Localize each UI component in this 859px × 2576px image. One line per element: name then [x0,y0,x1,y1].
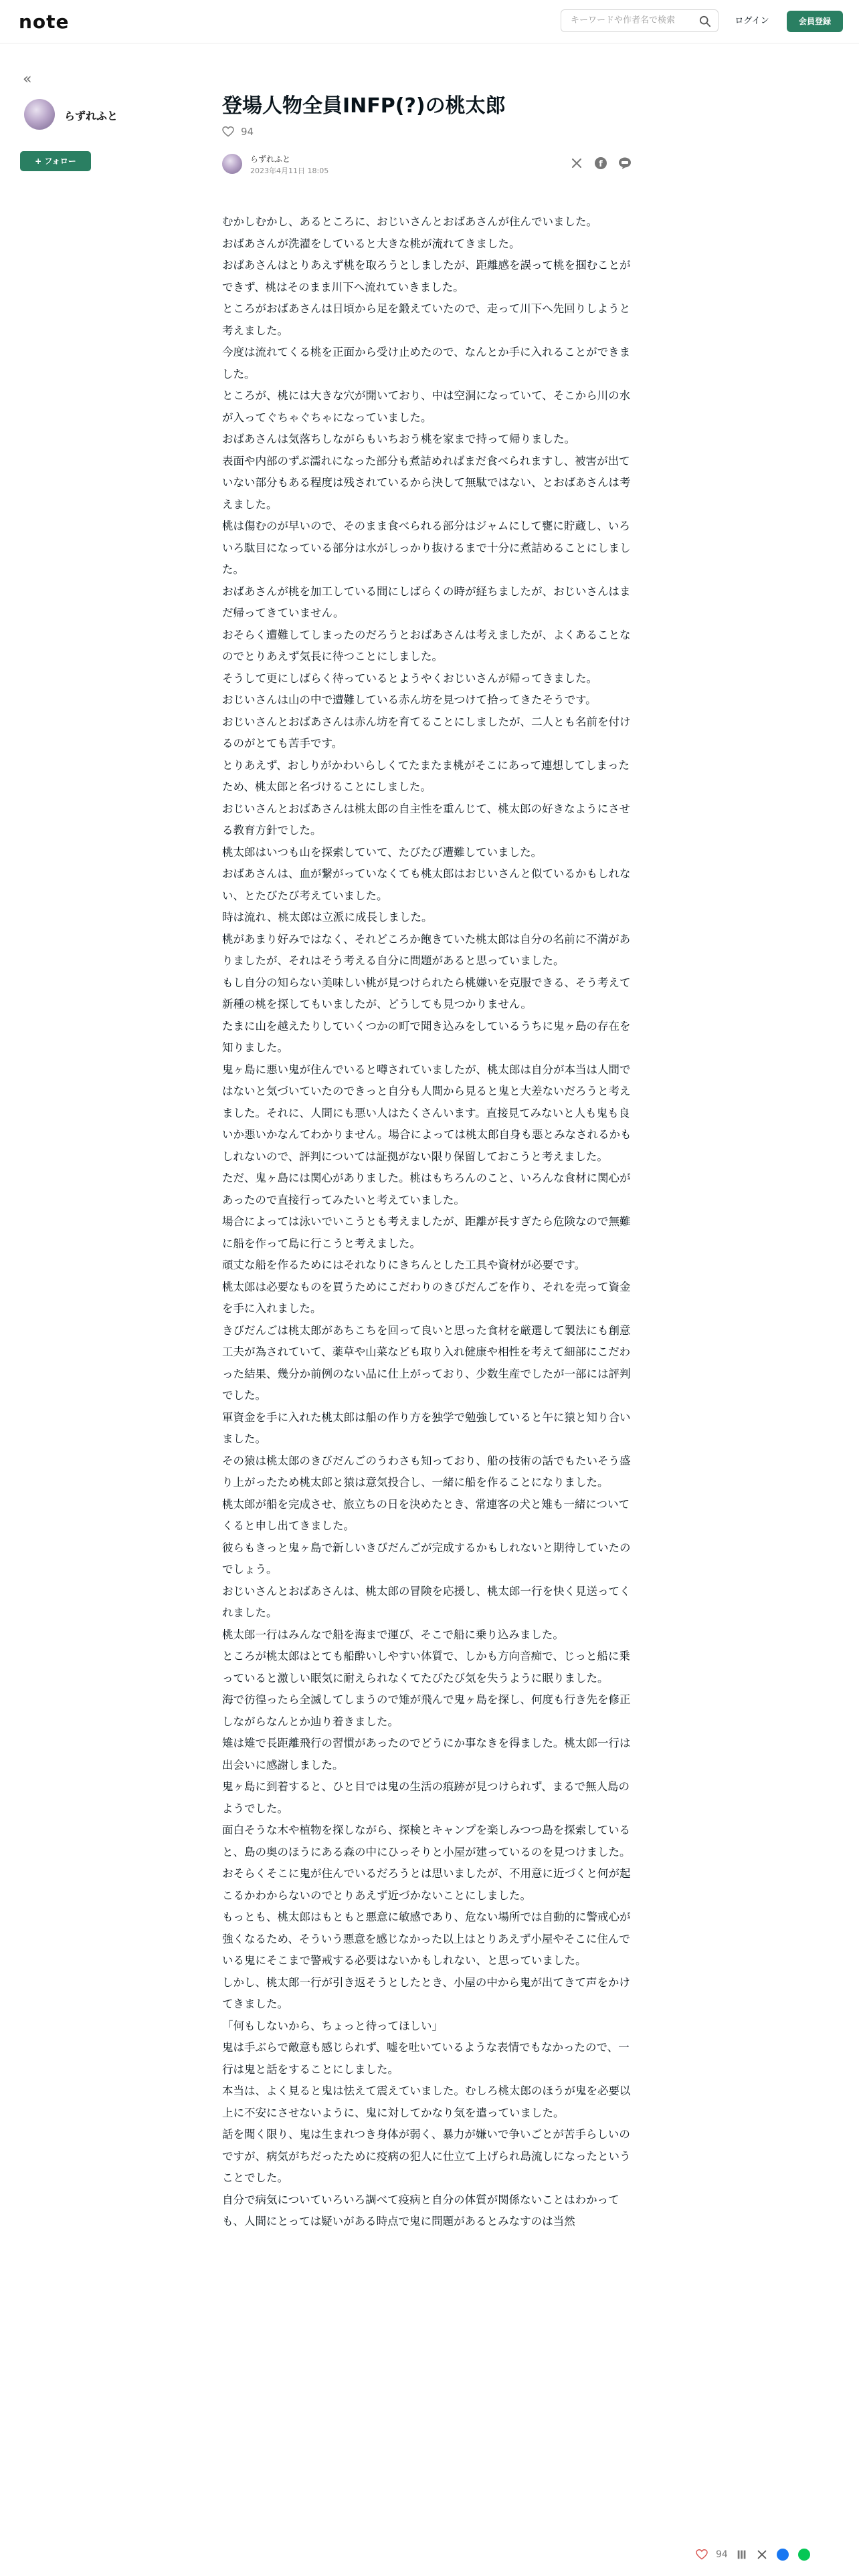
article-paragraph: 軍資金を手に入れた桃太郎は船の作り方を独学で勉強していると午に猿と知り合いました。 [222,1410,631,1445]
article-paragraph: 桃太郎が船を完成させ、旅立ちの日を決めたとき、常連客の犬と雉も一緒についてくると申し出てきました。 [222,1497,630,1532]
heart-icon[interactable] [696,2549,708,2560]
article-paragraph: 今度は流れてくる桃を正面から受け止めたので、なんとか手に入れることができました。 [222,346,631,381]
facebook-glyph: f [599,159,603,169]
collapse-sidebar-icon[interactable]: « [23,71,32,88]
search-icon[interactable] [699,15,711,27]
article-paragraph: おじいさんとおばあさんは桃太郎の自主性を重んじて、桃太郎の好きなようにさせる教育方針でした。 [222,802,631,837]
article-paragraph: 桃太郎一行はみんなで船を海まで運び、そこで船に乗り込みました。 [222,1628,564,1641]
x-share-icon[interactable] [756,2549,768,2561]
article-paragraph: おそらく遭難してしまったのだろうとおばあさんは考えましたが、よくあることなのでとりあえず気長に待つことにしました。 [222,628,631,663]
article-paragraph: ところがおばあさんは日頃から足を鍛えていたので、走って川下へ先回りしようと考えました。 [222,302,631,337]
article-paragraph: 桃太郎はいつも山を探索していて、たびたび遭難していました。 [222,845,543,859]
article-paragraph: ただ、鬼ヶ島には関心がありました。桃はもちろんのこと、いろんな食材に関心があったので直接行ってみたいと考えていました。 [222,1172,631,1206]
search-input[interactable] [569,15,699,26]
article-paragraph: 場合によっては泳いでいこうとも考えましたが、距離が長すぎたら危険なので無難に船を作って島に行こうと考えました。 [222,1215,631,1250]
follow-button[interactable]: + フォロー [20,151,91,171]
article-paragraph: 雉は雉で長距離飛行の習慣があったのでどうにか事なきを得ました。桃太郎一行は出会いに感謝しました。 [222,1737,631,1772]
article-paragraph: ところが桃太郎はとても船酔いしやすい体質で、しかも方向音痴で、じっと船に乗っていると激しい眠気に耐えられなくてたびたび気を失うように眠りました。 [222,1650,630,1685]
note-logo[interactable]: note [19,11,70,33]
article-paragraph: 桃太郎は必要なものを買うためにこだわりのきびだんごを作り、それを売って資金を手に入れました。 [222,1280,631,1315]
creator-name[interactable]: らずれふと [64,110,118,122]
article-paragraph: おばあさんが洗濯をしていると大きな桃が流れてきました。 [222,237,520,250]
article-paragraph: 「何もしないから、ちょっと待ってほしい」 [222,2019,443,2032]
article-paragraph: むかしむかし、あるところに、おじいさんとおばあさんが住んでいました。 [222,215,597,228]
facebook-share-icon[interactable] [776,2548,789,2561]
magazine-add-icon[interactable] [736,2549,748,2561]
heart-icon[interactable] [222,126,234,137]
article-paragraph: おじいさんは山の中で遭難している赤ん坊を見つけて拾ってきたそうです。 [222,693,597,706]
x-share-icon[interactable] [570,156,583,170]
article-paragraph: とりあえず、おしりがかわいらしくてたまたま桃がそこにあって連想してしまったため、桃太郎と名づけることにしました。 [222,758,630,793]
author-name[interactable]: らずれふと [250,154,291,164]
search-box[interactable] [561,9,719,32]
like-area [222,126,254,138]
article-paragraph: その猿は桃太郎のきびだんごのうわさも知っており、船の技術の話でもたいそう盛り上がったため桃太郎と猿は意気投合し、一緒に船を作ることになりました。 [222,1454,631,1489]
article-paragraph: 彼らもきっと鬼ヶ島で新しいきびだんごが完成するかもしれないと期待していたのでしょう。 [222,1541,631,1576]
article-paragraph: もっとも、桃太郎はもともと悪意に敏感であり、危ない場所では自動的に警戒心が強くなるため、そういう悪意を感じなかった以上はとりあえず小屋やそこに住んでいる鬼にそこまで警戒する必要はないかもしれない、と思っていました。 [222,1911,631,1967]
article-paragraph: 桃があまり好みではなく、それどころか飽きていた桃太郎は自分の名前に不満がありましたが、それはそう考える自分に問題があると思っていました。 [222,932,631,967]
creator-avatar[interactable] [24,99,55,130]
article-paragraph: 頑丈な船を作るためにはそれなりにきちんとした工具や資材が必要です。 [222,1259,586,1271]
article-paragraph: たまに山を越えたりしていくつかの町で聞き込みをしているうちに鬼ヶ島の存在を知りました。 [222,1019,631,1054]
facebook-share-icon[interactable] [594,156,607,170]
article-paragraph: おばあさんが桃を加工している間にしばらくの時が経ちましたが、おじいさんはまだ帰ってきていません。 [222,584,631,619]
author-row [222,151,632,181]
like-count: 94 [241,126,254,138]
article-paragraph: 海で彷徨ったら全滅してしまうので雉が飛んで鬼ヶ島を探し、何度も行き先を修正しながらなんとか辿り着きました。 [222,1693,631,1728]
line-share-icon[interactable] [797,2548,811,2561]
article-paragraph: 鬼ヶ島に到着すると、ひと目では鬼の生活の痕跡が見つけられず、まるで無人島のようでした。 [222,1780,630,1815]
article-paragraph: おじいさんとおばあさんは赤ん坊を育てることにしましたが、二人とも名前を付けるのがとても苦手です。 [222,715,631,750]
article-paragraph: 表面や内部のずぶ濡れになった部分も煮詰めればまだ食べられますし、被害が出ていない部分もある程度は残されているから決して無駄ではない、とおばあさんは考えました。 [222,454,631,511]
article-paragraph: 鬼ヶ島に悪い鬼が住んでいると噂されていましたが、桃太郎は自分が本当は人間ではないと気づいていたのできっと自分も人間から見ると鬼と大差ないだろうと考えました。それに、人間にも悪い人はたくさんいます。直接見てみないと人も鬼も良いか悪いかなんてわかりません。場合によっては桃太郎自身も悪とみなされるかもしれないので、評判については証拠がない限り保留しておこうと考えました。 [222,1063,632,1163]
article-paragraph: おばあさんは気落ちしながらもいちおう桃を家まで持って帰りました。 [222,433,575,445]
bottom-like-count: 94 [716,2549,728,2560]
login-button[interactable]: ログイン [735,16,769,26]
article-paragraph: おじいさんとおばあさんは、桃太郎の冒険を応援し、桃太郎一行を快く見送ってくれました。 [222,1584,631,1619]
signup-button[interactable]: 会員登録 [787,11,843,32]
bottom-action-bar [696,2543,859,2567]
article-title: 登場人物全員INFP(?)の桃太郎 [222,94,506,118]
share-buttons [570,156,632,170]
article-paragraph: おそらくそこに鬼が住んでいるだろうとは思いましたが、不用意に近づくと何が起こるかわからないのでとりあえず近づかないことにしました。 [222,1867,631,1902]
article-paragraph: 鬼は手ぶらで敵意も感じられず、嘘を吐いているような表情でもなかったので、一行は鬼と話をすることにしました。 [222,2041,630,2076]
article-paragraph: 話を聞く限り、鬼は生まれつき身体が弱く、暴力が嫌いで争いごとが苦手らしいのですが、病気がちだったために疫病の犯人に仕立て上げられ島流しになったということでした。 [222,2128,631,2184]
article-body [222,211,632,2233]
article-paragraph: きびだんごは桃太郎があちこちを回って良いと思った食材を厳選して製法にも創意工夫が為されていて、薬草や山菜なども取り入れ健康や相性を考えて細部にこだわった結果、幾分か前例のない品に仕上がっており、少数生産でしたが一部には評判でした。 [222,1323,631,1402]
article-paragraph: 面白そうな木や植物を探しながら、探検とキャンプを楽しみつつ島を探索していると、島の奥のほうにある森の中にひっそりと小屋が建っているのを見つけました。 [222,1824,631,1858]
author-avatar[interactable] [222,154,242,174]
article-paragraph: しかし、桃太郎一行が引き返そうとしたとき、小屋の中から鬼が出てきて声をかけてきました。 [222,1975,630,2010]
article-paragraph: 自分で病気についていろいろ調べて疫病と自分の体質が関係ないことはわかっても、人間にとっては疑いがある時点で鬼に問題があるとみなすのは当然 [222,2193,619,2228]
publish-date: 2023年4月11日 18:05 [250,167,329,175]
article-paragraph: 時は流れ、桃太郎は立派に成長しました。 [222,911,433,924]
article-paragraph: ところが、桃には大きな穴が開いており、中は空洞になっていて、そこから川の水が入ってぐちゃぐちゃになっていました。 [222,389,631,424]
article-paragraph: おばあさんは、血が繋がっていなくても桃太郎はおじいさんと似ているかもしれない、とたびたび考えていました。 [222,867,631,902]
article-paragraph: おばあさんはとりあえず桃を取ろうとしましたが、距離感を誤って桃を掴むことができず、桃はそのまま川下へ流れていきました。 [222,259,631,294]
article-paragraph: もし自分の知らない美味しい桃が見つけられたら桃嫌いを克服できる、そう考えて新種の桃を探してもいましたが、どうしても見つかりません。 [222,976,631,1010]
line-share-icon[interactable] [618,156,632,170]
article-paragraph: そうして更にしばらく待っているとようやくおじいさんが帰ってきました。 [222,671,597,685]
article-paragraph: 桃は傷むのが早いので、そのまま食べられる部分はジャムにして甕に貯蔵し、いろいろ駄目になっている部分は水がしっかり抜けるまで十分に煮詰めることにしました。 [222,520,631,576]
top-header [0,0,859,43]
article-paragraph: 本当は、よく見ると鬼は怯えて震えていました。むしろ桃太郎のほうが鬼を必要以上に不安にさせないように、鬼に対してかなり気を遣っていました。 [222,2084,631,2119]
